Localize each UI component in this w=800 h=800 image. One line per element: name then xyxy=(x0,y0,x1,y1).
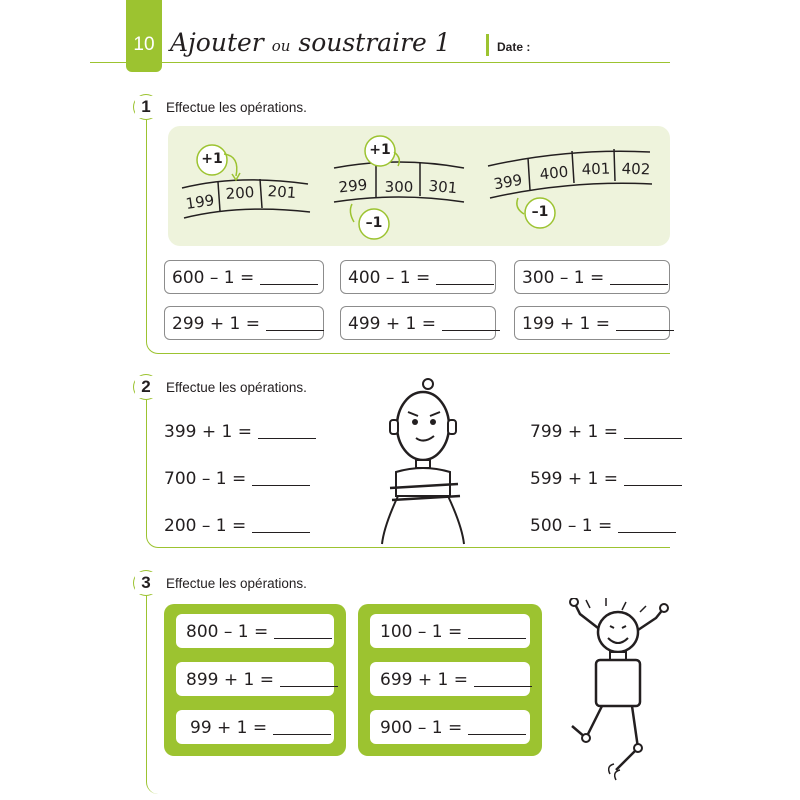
operation-answer[interactable] xyxy=(348,314,500,334)
operation-text: 500 – 1 = xyxy=(530,516,613,536)
operation-answer[interactable] xyxy=(190,718,331,738)
operation-answer[interactable] xyxy=(530,516,676,536)
operation-answer[interactable] xyxy=(186,622,332,642)
operation-text: 499 + 1 = xyxy=(348,314,436,334)
jumping-robot-illustration xyxy=(556,598,682,788)
answer-blank[interactable] xyxy=(258,438,316,439)
answer-blank[interactable] xyxy=(436,284,494,285)
answer-blank[interactable] xyxy=(610,284,668,285)
operation-answer[interactable] xyxy=(164,469,310,489)
answer-blank[interactable] xyxy=(442,330,500,331)
nl2-cell-2: 300 xyxy=(384,178,414,196)
date-label: Date : xyxy=(497,40,531,54)
nl1-cell-1: 199 xyxy=(184,191,216,213)
nl1-cell-2: 200 xyxy=(225,183,255,203)
operation-answer[interactable] xyxy=(380,718,526,738)
operation-answer[interactable] xyxy=(348,268,494,288)
title-part-2: ou xyxy=(271,37,291,55)
nl3-cell-2: 400 xyxy=(538,162,570,184)
nl2-bubble-minus: –1 xyxy=(365,215,383,231)
robot-girl-illustration xyxy=(378,376,470,546)
operation-answer[interactable] xyxy=(380,670,532,690)
operation-answer[interactable] xyxy=(172,314,324,334)
nl1-cell-3: 201 xyxy=(267,182,297,202)
operation-answer[interactable] xyxy=(530,422,682,442)
date-divider xyxy=(486,34,489,56)
answer-blank[interactable] xyxy=(273,734,331,735)
operation-text: 400 – 1 = xyxy=(348,268,431,288)
operation-answer[interactable] xyxy=(164,422,316,442)
operation-text: 299 + 1 = xyxy=(172,314,260,334)
operation-text: 600 – 1 = xyxy=(172,268,255,288)
operation-text: 900 – 1 = xyxy=(380,718,463,738)
operation-text: 599 + 1 = xyxy=(530,469,618,489)
operation-text: 100 – 1 = xyxy=(380,622,463,642)
operation-text: 300 – 1 = xyxy=(522,268,605,288)
answer-blank[interactable] xyxy=(474,686,532,687)
answer-blank[interactable] xyxy=(252,485,310,486)
answer-blank[interactable] xyxy=(260,284,318,285)
operation-text: 799 + 1 = xyxy=(530,422,618,442)
answer-blank[interactable] xyxy=(280,686,338,687)
operation-answer[interactable] xyxy=(380,622,526,642)
answer-blank[interactable] xyxy=(618,532,676,533)
operation-text: 200 – 1 = xyxy=(164,516,247,536)
operation-text: 700 – 1 = xyxy=(164,469,247,489)
section-1-number: 1 xyxy=(135,96,157,118)
operation-text: 99 + 1 = xyxy=(190,718,268,738)
title-part-1: Ajouter xyxy=(170,28,264,57)
section-3-number: 3 xyxy=(135,572,157,594)
page-number: 10 xyxy=(133,34,155,55)
nl3-cell-4: 402 xyxy=(621,159,651,179)
operation-answer[interactable] xyxy=(522,268,668,288)
nl3-cell-3: 401 xyxy=(581,159,611,179)
operation-text: 399 + 1 = xyxy=(164,422,252,442)
answer-blank[interactable] xyxy=(274,638,332,639)
operation-answer[interactable] xyxy=(164,516,310,536)
page-title xyxy=(170,28,451,57)
nl2-cell-3: 301 xyxy=(427,176,459,198)
operation-text: 199 + 1 = xyxy=(522,314,610,334)
answer-blank[interactable] xyxy=(624,485,682,486)
title-part-3: soustraire 1 xyxy=(298,28,451,57)
nl2-bubble-plus: +1 xyxy=(369,142,391,158)
operation-answer[interactable] xyxy=(530,469,682,489)
operation-answer[interactable] xyxy=(186,670,338,690)
operation-text: 699 + 1 = xyxy=(380,670,468,690)
section-2-instruction: Effectue les opérations. xyxy=(166,380,307,395)
operation-answer[interactable] xyxy=(172,268,318,288)
header-rule xyxy=(90,62,670,63)
answer-blank[interactable] xyxy=(266,330,324,331)
nl3-cell-1: 399 xyxy=(492,170,524,194)
answer-blank[interactable] xyxy=(624,438,682,439)
answer-blank[interactable] xyxy=(616,330,674,331)
answer-blank[interactable] xyxy=(252,532,310,533)
section-3-instruction: Effectue les opérations. xyxy=(166,576,307,591)
answer-blank[interactable] xyxy=(468,638,526,639)
section-2-number: 2 xyxy=(135,376,157,398)
section-1-instruction: Effectue les opérations. xyxy=(166,100,307,115)
nl3-bubble-minus: –1 xyxy=(531,204,549,220)
operation-answer[interactable] xyxy=(522,314,674,334)
answer-blank[interactable] xyxy=(468,734,526,735)
operation-text: 800 – 1 = xyxy=(186,622,269,642)
nl2-cell-1: 299 xyxy=(337,175,369,197)
operation-text: 899 + 1 = xyxy=(186,670,274,690)
nl1-bubble-plus: +1 xyxy=(201,151,223,167)
